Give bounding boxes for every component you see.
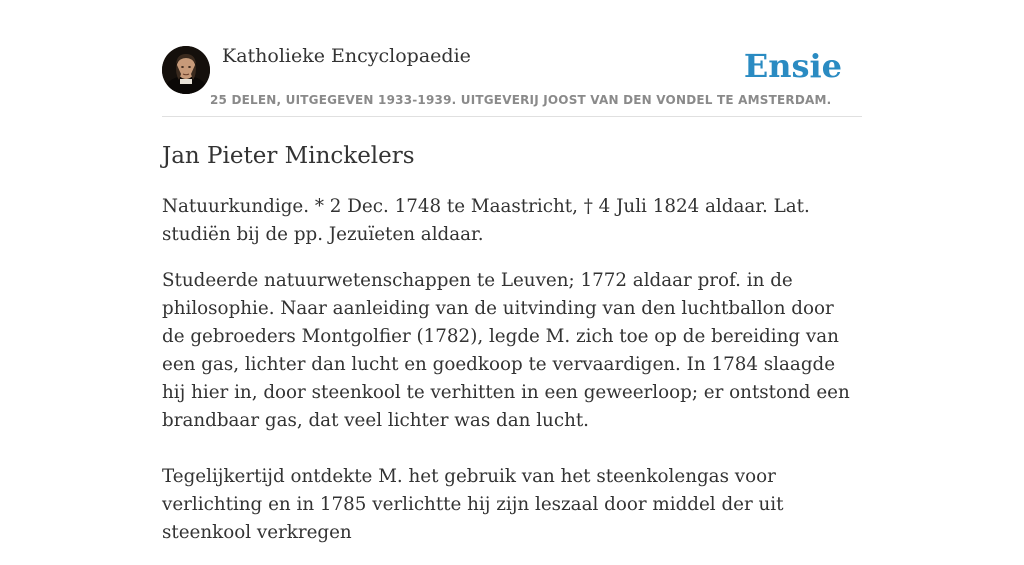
site-header xyxy=(162,0,862,117)
article-title: Jan Pieter Minckelers xyxy=(162,143,415,169)
portrait-image xyxy=(162,46,210,94)
article-body xyxy=(162,193,862,547)
page-container xyxy=(162,0,862,565)
article-paragraph: Natuurkundige. * 2 Dec. 1748 te Maastricht, † 4 Juli 1824 aldaar. Lat. studiën bij de pp. Jezuïeten aldaar. xyxy=(162,196,810,245)
article-paragraph: Tegelijkertijd ontdekte M. het gebruik van het steenkolengas voor verlichting en in 1785 verlichtte hij zijn leszaal door middel der uit steenkool verkregen xyxy=(162,466,784,543)
article-paragraph: Studeerde natuurwetenschappen te Leuven; 1772 aldaar prof. in de philosophie. Naar aanleiding van de uitvinding van den luchtballon door de gebroeders Montgolfier (1782), legde M. zich toe op de bereiding van een gas, lichter dan lucht en goedkoop te vervaardigen. In 1784 slaagde hij hier in, door steenkool te verhitten in een geweerloop; er ontstond een brandbaar gas, dat veel lichter was dan lucht. xyxy=(162,270,850,431)
portrait-avatar-icon[interactable] xyxy=(162,46,210,94)
site-subtitle: 25 DELEN, UITGEGEVEN 1933-1939. UITGEVERIJ JOOST VAN DEN VONDEL TE AMSTERDAM. xyxy=(210,93,832,107)
brand-logo-link[interactable]: Ensie xyxy=(743,47,842,85)
site-title-link[interactable]: Katholieke Encyclopaedie xyxy=(222,45,471,67)
